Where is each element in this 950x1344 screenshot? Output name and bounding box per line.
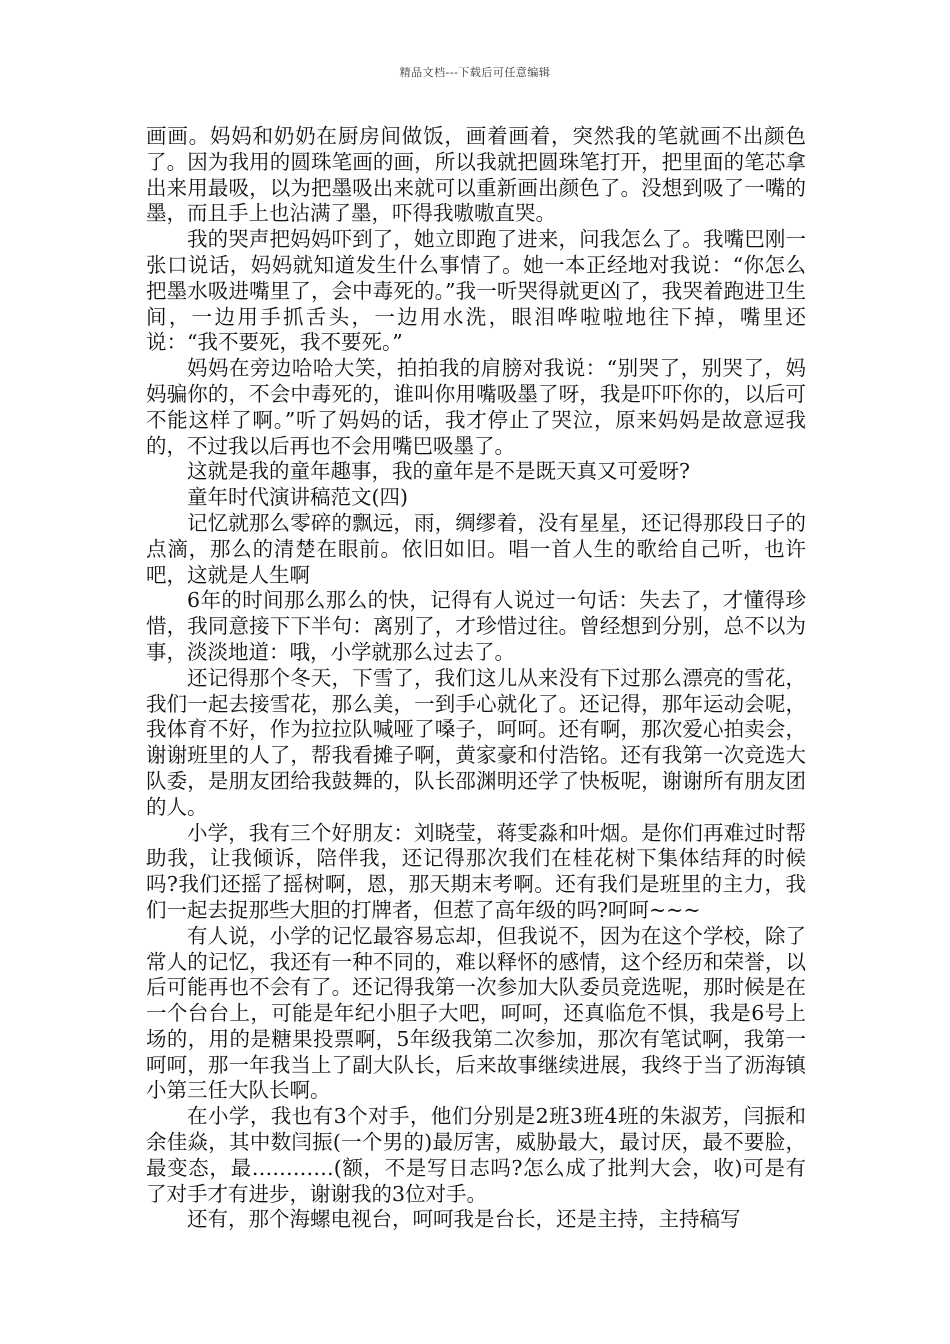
paragraph-1: 画画。妈妈和奶奶在厨房间做饭，画着画着，突然我的笔就画不出颜色了。因为我用的圆珠笔画的画，所以我就把圆珠笔打开，把里面的笔芯拿出来用最吸，以为把墨吸出来就可以重新画出颜色了。没想到吸了一嘴的墨，而且手上也沾满了墨，吓得我嗷嗷直哭。 (146, 124, 806, 226)
document-body (146, 124, 806, 1233)
paragraph-9: 小学，我有三个好朋友：刘晓莹，蒋雯淼和叶烟。是你们再难过时帮助我，让我倾诉，陪伴我，还记得那次我们在桂花树下集体结拜的时候吗?我们还摇了摇树啊，恩，那天期末考啊。还有我们是班里的主力，我们一起去捉那些大胆的打牌者，但惹了高年级的吗?呵呵~~~ (146, 820, 806, 922)
paragraph-12: 还有，那个海螺电视台，呵呵我是台长，还是主持，主持稿写 (187, 1207, 741, 1232)
paragraph-11: 在小学，我也有3个对手，他们分别是2班3班4班的朱淑芳，闫振和余佳焱，其中数闫振(一个男的)最厉害，威胁最大，最讨厌，最不要脸，最变态，最…………(额，不是写日志吗?怎么成了批判大会，收)可是有了对手才有进步，谢谢我的3位对手。 (146, 1104, 806, 1206)
paragraph-7: 6年的时间那么那么的快，记得有人说过一句话：失去了，才懂得珍惜，我同意接下下半句：离别了，才珍惜过往。曾经想到分别，总不以为事，淡淡地道：哦，小学就那么过去了。 (146, 588, 806, 664)
paragraph-3: 妈妈在旁边哈哈大笑，拍拍我的肩膀对我说：“别哭了，别哭了，妈妈骗你的，不会中毒死的，谁叫你用嘴吸墨了呀，我是吓吓你的，以后可不能这样了啊。”听了妈妈的话，我才停止了哭泣，原来妈妈是故意逗我的，不过我以后再也不会用嘴巴吸墨了。 (146, 356, 806, 458)
paragraph-4: 这就是我的童年趣事，我的童年是不是既天真又可爱呀? (187, 459, 690, 484)
paragraph-6: 记忆就那么零碎的飘远，雨，绸缪着，没有星星，还记得那段日子的点滴，那么的清楚在眼前。依旧如旧。唱一首人生的歌给自己听，也许吧，这就是人生啊 (146, 510, 806, 587)
paragraph-10: 有人说，小学的记忆最容易忘却，但我说不，因为在这个学校，除了常人的记忆，我还有一种不同的，难以释怀的感情，这个经历和荣誉，以后可能再也不会有了。还记得我第一次参加大队委员竞选呢，那时候是在一个台台上，可能是年纪小胆子大吧，呵呵，还真临危不惧，我是6号上场的，用的是糖果投票啊，5年级我第二次参加，那次有笔试啊，我第一呵呵，那一年我当上了副大队长，后来故事继续进展，我终于当了沥海镇小第三任大队长啊。 (146, 923, 806, 1103)
paragraph-8: 还记得那个冬天，下雪了，我们这儿从来没有下过那么漂亮的雪花，我们一起去接雪花，那么美，一到手心就化了。还记得，那年运动会呢，我体育不好，作为拉拉队喊哑了嗓子，呵呵。还有啊，那次爱心拍卖会，谢谢班里的人了，帮我看摊子啊，黄家豪和付浩铭。还有我第一次竞选大队委，是朋友团给我鼓舞的，队长邵渊明还学了快板呢，谢谢所有朋友团的人。 (146, 665, 806, 819)
section-title: 童年时代演讲稿范文(四) (187, 485, 408, 510)
paragraph-2: 我的哭声把妈妈吓到了，她立即跑了进来，问我怎么了。我嘴巴刚一张口说话，妈妈就知道发生什么事情了。她一本正经地对我说：“你怎么把墨水吸进嘴里了，会中毒死的。”我一听哭得就更凶了，我哭着跑进卫生间，一边用手抓舌头，一边用水洗，眼泪哗啦啦地往下掉，嘴里还说：“我不要死，我不要死。” (146, 227, 806, 355)
page-header: 精品文档---下载后可任意编辑 (399, 66, 551, 79)
